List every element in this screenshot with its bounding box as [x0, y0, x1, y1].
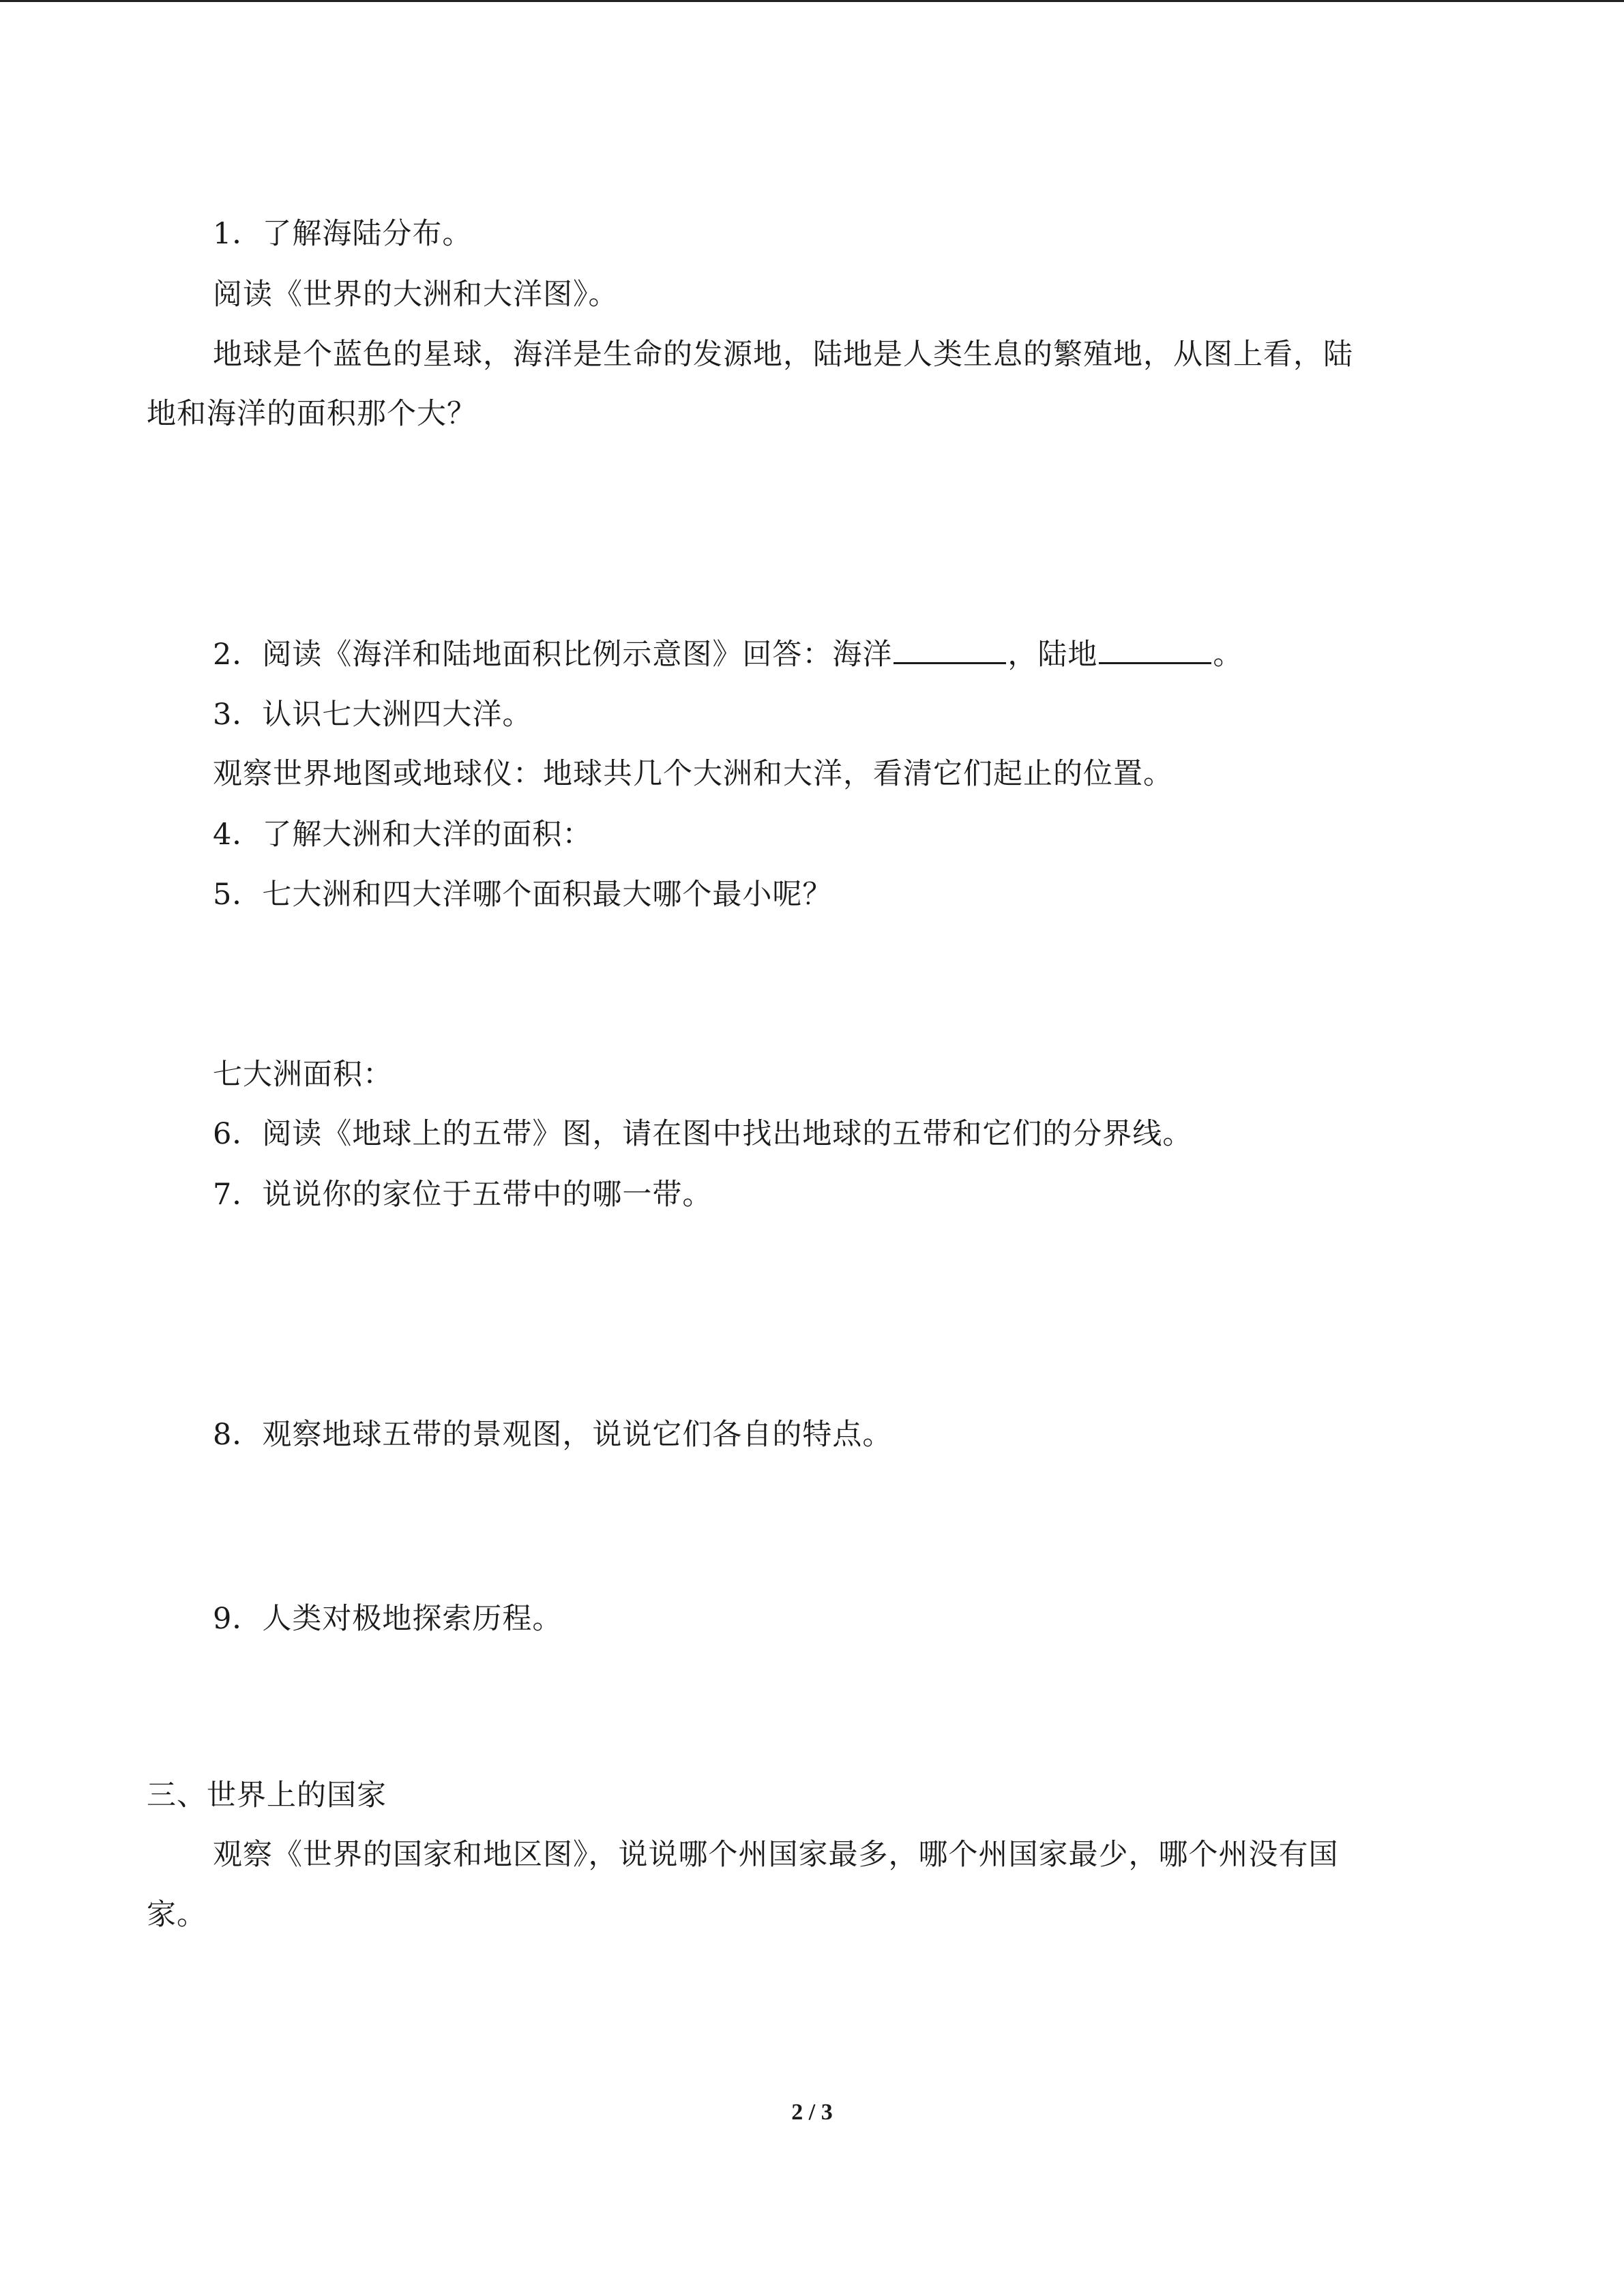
item-2-question [213, 634, 1243, 675]
continents-area-label: 七大洲面积： [213, 1058, 393, 1092]
item-1-heading: 1．了解海陆分布。 [213, 217, 473, 251]
item-2-prefix: 2．阅读《海洋和陆地面积比例示意图》回答：海洋 [213, 638, 893, 672]
page-number: 2 / 3 [791, 2100, 833, 2125]
item-9-question: 9．人类对极地探索历程。 [213, 1602, 563, 1636]
item-2-end: 。 [1213, 638, 1243, 672]
section-3-paragraph-line-2: 家。 [147, 1898, 207, 1932]
item-5-question: 5．七大洲和四大洋哪个面积最大哪个最小呢？ [213, 878, 833, 912]
item-1-reading-instruction: 阅读《世界的大洲和大洋图》。 [213, 278, 619, 312]
item-7-question: 7．说说你的家位于五带中的哪一带。 [213, 1178, 713, 1212]
section-3-title: 三、世界上的国家 [147, 1778, 387, 1813]
item-3-heading: 3．认识七大洲四大洋。 [213, 698, 533, 732]
land-answer-blank[interactable] [1099, 659, 1211, 664]
item-1-paragraph-line-1: 地球是个蓝色的星球，海洋是生命的发源地，陆地是人类生息的繁殖地，从图上看，陆 [213, 338, 1353, 372]
item-6-question: 6．阅读《地球上的五带》图，请在图中找出地球的五带和它们的分界线。 [213, 1117, 1193, 1151]
item-3-instruction: 观察世界地图或地球仪：地球共几个大洲和大洋，看清它们起止的位置。 [213, 757, 1173, 791]
item-2-mid: ，陆地 [1007, 638, 1098, 672]
ocean-answer-blank[interactable] [894, 659, 1006, 664]
item-4-heading: 4．了解大洲和大洋的面积： [213, 818, 593, 852]
item-1-paragraph-line-2: 地和海洋的面积那个大？ [147, 397, 477, 431]
item-8-question: 8．观察地球五带的景观图，说说它们各自的特点。 [213, 1418, 893, 1452]
section-3-paragraph-line-1: 观察《世界的国家和地区图》，说说哪个州国家最多，哪个州国家最少，哪个州没有国 [213, 1838, 1339, 1872]
page-top-border [0, 0, 1624, 2]
